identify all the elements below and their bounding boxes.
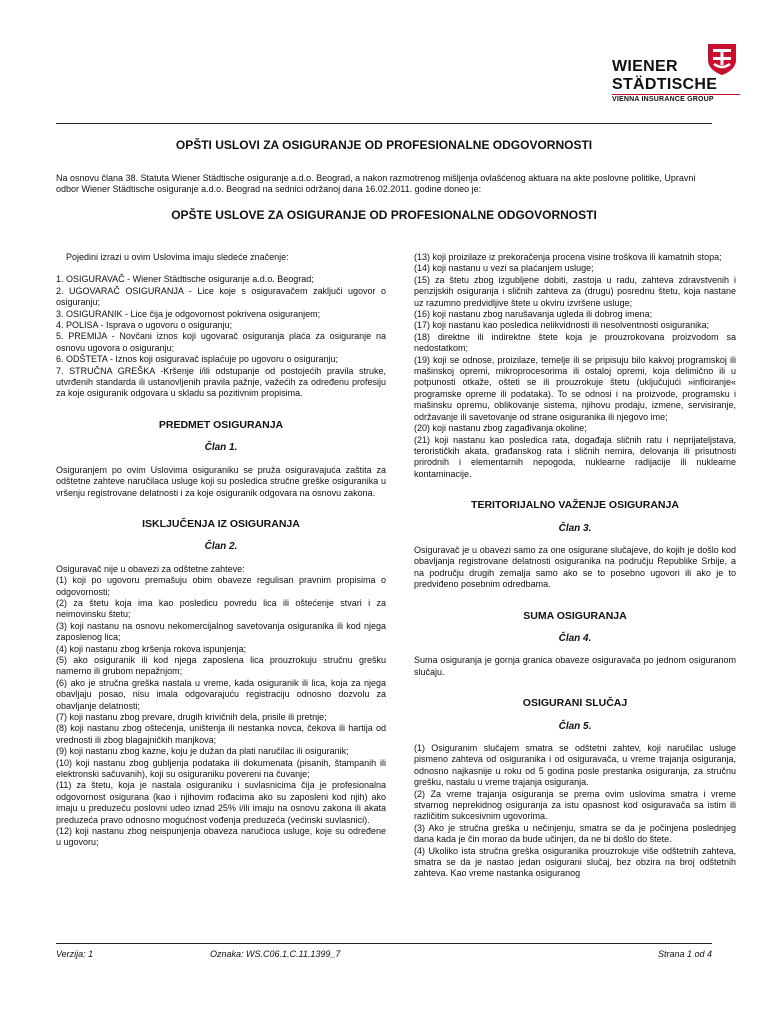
paragraph: (6) ako je stručna greška nastala u vreme, kada osiguranik ili lica, koja za njega obavljaju posao, nisu imala odgovarajuću registraciju odnosno dozvolu za obavljanje delatnosti;	[56, 677, 386, 711]
spacer	[414, 678, 736, 698]
paragraph: (5) ako osiguranik ili kod njega zaposlena lica prouzrokuju stručnu grešku namerno ili grubom nepažnjom;	[56, 654, 386, 677]
paragraph: (14) koji nastanu u vezi sa plaćanjem usluge;	[414, 263, 594, 274]
document-subtitle: OPŠTE USLOVE ZA OSIGURANJE OD PROFESIONALNE ODGOVORNOSTI	[171, 208, 597, 222]
logo-text-line1: WIENER	[612, 58, 678, 75]
paragraph: (4) koji nastanu zbog kršenja rokova ispunjenja;	[56, 643, 247, 654]
paragraph: (1) Osiguranim slučajem smatra se odštetni zahtev, koji naručilac usluge pismeno zahteva od osiguranika i od osiguravača, u vreme trajanja osiguranja, odnosno najkasnije u roku od 5 godina posle prestanka osiguranja, za stručnu grešku, nastalu u vreme trajanja osiguranja.	[414, 743, 736, 788]
intro-paragraph: Na osnovu člana 38. Statuta Wiener Städtische osiguranje a.d.o. Beograd, a nakon razmotrenog mišljenja ovlašćenog aktuara na akte poslovne politike, Upravni odbor Wiener Städtische osiguranje a.d.o. Beograd na sednici održanoj dana 16.02.2011. godine doneo je:	[56, 173, 696, 194]
paragraph: (19) koji se odnose, proizilaze, temelje ili se pripisuju bilo kakvoj programskoj ili mašinskoj opremi, mikroprocesorima ili ostaloj opremi, koja delimično ili u potpunosti otkaže, ošteti se ili prouzrokuje štetu (uključujući »inficiranje« programske opreme ili podataka). To se odnosi i na proizvode, programsku i mašinsku opremu, oblikovanje sistema, njihovu prodaju, izmene, servisiranje, održavanje ili savetovanje od strane osiguranika ili njegovo ime;	[414, 354, 736, 422]
spacer	[56, 530, 386, 541]
footer-divider	[56, 943, 712, 944]
paragraph: 2. UGOVARAČ OSIGURANJA - Lice koje s osiguravačem zaključi ugovor o osiguranju;	[56, 285, 386, 308]
logo-rule	[612, 94, 740, 95]
article-number: Član 3.	[558, 522, 592, 534]
paragraph: (16) koji nastanu zbog narušavanja ugleda ili dobrog imena;	[414, 309, 653, 320]
paragraph: (12) koji nastanu zbog neispunjenja obaveza naručioca usluge, koje su određene u ugovoru;	[56, 826, 386, 848]
paragraph: (9) koji nastanu zbog kazne, koju je dužan da plati naručilac ili osiguranik;	[56, 746, 349, 757]
section-heading: OSIGURANI SLUČAJ	[522, 697, 628, 710]
paragraph: 7. STRUČNA GREŠKA -Kršenje i/ili odstupanje od postojećih pravila struke, utvrđenih standarda ili ustanovljenih pravila pažnje, važećih za određenu profesiju za koje osiguranik odgovara u skladu sa pozitivnim propisima.	[56, 365, 386, 399]
paragraph: (21) koji nastanu kao posledica rata, događaja sličnih ratu i neprijateljstava, terorističkih akata, građanskog rata i sličnih nemira, delovanja ili prisutnosti prirodnih i elementarnih nepogoda, nuklearne radijacije ili nuklearne kontaminacije.	[414, 434, 736, 479]
paragraph: (2) Za vreme trajanja osiguranja se prema ovim uslovima smatra i vreme stvarnog neprekidnog osiguranja za istu opasnost kod osiguravača sa istim ili različitim sukcesivnim ugovorima.	[414, 788, 736, 822]
paragraph: (20) koji nastanu zbog zagađivanja okoline;	[414, 423, 587, 434]
paragraph: (1) koji po ugovoru premašuju obim obaveze regulisan pravnim propisima o odgovornosti;	[56, 575, 386, 597]
spacer	[56, 499, 386, 519]
document-title: OPŠTI USLOVI ZA OSIGURANJE OD PROFESIONALNE ODGOVORNOSTI	[175, 138, 593, 152]
paragraph: Suma osiguranja je gornja granica obaveze osiguravača po jednom osiguranom slučaju.	[414, 655, 736, 677]
shield-logo-icon	[706, 42, 738, 76]
footer-page: Strana 1 od 4	[657, 949, 712, 959]
spacer	[414, 512, 736, 523]
paragraph: (15) za štetu zbog izgubljene dobiti, zastoja u radu, zahteva zdravstvenih i penzijskih osiguranja i sličnih zahteva za (drugu) posrednu štetu, koja nastane uz razumno predvidljive štete u okviru izvršene usluge;	[414, 274, 736, 308]
spacer	[56, 431, 386, 442]
paragraph: (11) za štetu, koja je nastala osiguraniku i suvlasnicima čija je profesionalna odgovornost osigurana (kao i njihovim rođacima ako su zaposleni kod njih) ako imaju u preduzeću poslovni udeo iznad 25% i/ili imaju na osnovu zakona ili akata preduzeća pravo odnosno mogućnost vođenja preduzeća (većinski suvlasnici).	[56, 780, 386, 825]
paragraph: (3) Ako je stručna greška u nečinjenju, smatra se da je počinjena poslednjeg dana kada je čin morao da bude učinjen, da ne bi došlo do štete.	[414, 822, 736, 845]
paragraph: (4) Ukoliko ista stručna greška osiguranika prouzrokuje više odštetnih zahteva, smatra se da je nastao jedan osigurani slučaj, bez obzira na broj odštetnih zahteva. Kao vreme nastanka osiguranog	[414, 845, 736, 879]
paragraph: (8) koji nastanu zbog oštećenja, uništenja ili nestanka novca, čekova ili hartija od vrednosti ili zbog blagajničkih manjkova;	[56, 723, 386, 745]
paragraph: (3) koji nastanu na osnovu nekomercijalnog savetovanja osiguranika ili kod njega zaposlenog lica;	[56, 620, 386, 643]
spacer	[414, 480, 736, 500]
paragraph: (13) koji proizilaze iz prekoračenja procena visine troškova ili kamatnih stopa;	[414, 252, 722, 262]
spacer	[56, 454, 386, 465]
spacer	[56, 400, 386, 420]
section-heading: ISKLJUČENJA IZ OSIGURANJA	[142, 517, 300, 530]
paragraph: 6. ODŠTETA - Iznos koji osiguravač isplaćuje po ugovoru o osiguranju;	[56, 354, 338, 365]
footer-code: Oznaka: WS.C06.1.C.11.1399_7	[210, 949, 341, 959]
paragraph: (2) za štetu koja ima kao posledicu povredu lica ili oštećenje stvari i za neimovinsku štetu;	[56, 597, 386, 620]
paragraph: (17) koji nastanu kao posledica nelikvidnosti ili nesolventnosti osiguranika;	[414, 320, 710, 331]
paragraph: Osiguranjem po ovim Uslovima osiguraniku se pruža osiguravajuća zaštita za odštetne zahteve naručilaca usluge koji su posledica stručne greške osiguranika u vršenju registrovane delatnosti i za koje osiguranik odgovara na osnovu zakona.	[56, 464, 386, 498]
spacer	[56, 263, 386, 274]
article-number: Član 5.	[558, 720, 592, 732]
paragraph: 3. OSIGURANIK - Lice čija je odgovornost pokrivena osiguranjem;	[56, 308, 321, 319]
section-heading: SUMA OSIGURANJA	[523, 609, 627, 622]
company-logo	[612, 42, 740, 103]
paragraph: 1. OSIGURAVAČ - Wiener Städtische osiguranje a.d.o. Beograd;	[56, 274, 314, 285]
paragraph: Osiguravač je u obavezi samo za one osigurane slučajeve, do kojih je došlo kod obavljanja registrovane delatnosti osiguranika na području Republike Srbije, a na području drugih zemalja samo ako se to posebno ugovori ili ako je to predviđeno posebnim odredbama.	[414, 544, 736, 590]
article-number: Član 4.	[558, 632, 592, 644]
paragraph: (7) koji nastanu zbog prevare, drugih krivičnih dela, prisile ili pretnje;	[56, 712, 327, 722]
spacer	[414, 534, 736, 545]
spacer	[56, 553, 386, 564]
section-heading: TERITORIJALNO VAŽENJE OSIGURANJA	[471, 499, 679, 512]
logo-text-line2: STÄDTISCHE	[612, 76, 718, 93]
spacer	[414, 644, 736, 655]
right-column	[414, 252, 736, 880]
header-divider	[56, 123, 712, 124]
spacer	[414, 622, 736, 633]
section-heading: PREDMET OSIGURANJA	[158, 418, 284, 431]
spacer	[414, 591, 736, 611]
footer-version: Verzija: 1	[56, 949, 94, 959]
paragraph: Osiguravač nije u obavezi za odštetne zahteve:	[56, 563, 245, 574]
article-number: Član 2.	[204, 541, 238, 553]
paragraph: 4. POLISA - Isprava o ugovoru o osiguranju;	[56, 320, 233, 331]
paragraph: (10) koji nastanu zbog gubljenja podataka ili dokumenata (pisanih, štampanih ili elektronski sačuvanih), koji su osiguraniku povereni na čuvanje;	[56, 757, 386, 780]
logo-text-line3: VIENNA INSURANCE GROUP	[612, 96, 714, 103]
spacer	[414, 710, 736, 721]
left-column	[56, 252, 386, 849]
article-number: Član 1.	[204, 442, 238, 454]
spacer	[414, 732, 736, 743]
paragraph: 5. PREMIJA - Novčani iznos koji ugovarač osiguranja plaća za osiguranje na osnovu ugovora o osiguranju;	[56, 331, 386, 353]
paragraph: (18) direktne ili indirektne štete koja je prouzrokovana proizvodom sa nedostatkom;	[414, 331, 736, 354]
paragraph: Pojedini izrazi u ovim Uslovima imaju sledeće značenje:	[66, 252, 289, 262]
